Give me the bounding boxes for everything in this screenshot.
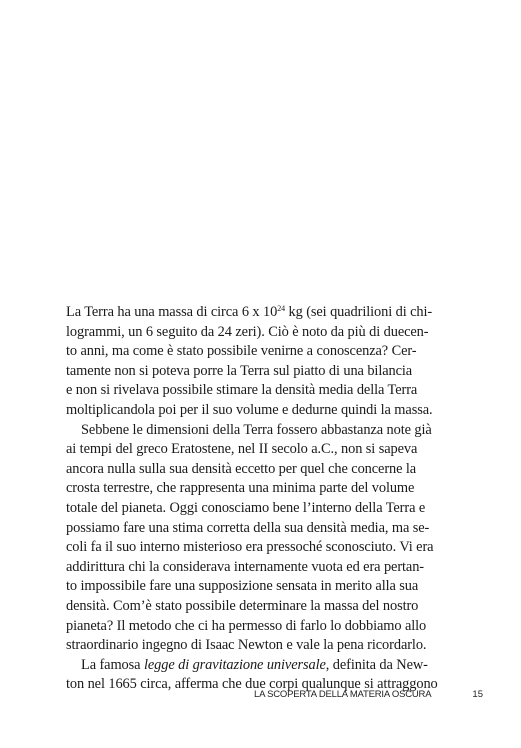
text-line: to impossibile fare una supposizione sensata in merito alla sua xyxy=(66,578,419,595)
text-line: densità. Com’è stato possibile determinare la massa del nostro xyxy=(66,597,419,614)
text-line: ai tempi del greco Eratostene, nel II secolo a.C., non si sapeva xyxy=(66,441,418,458)
running-head: LA SCOPERTA DELLA MATERIA OSCURA xyxy=(254,689,432,700)
text-line: ancora nulla sulla sua densità eccetto per quel che concerne la xyxy=(66,460,417,477)
text-line: addirittura chi la considerava internamente vuota ed era pertan- xyxy=(66,558,424,575)
text-line: ton nel 1665 circa, afferma che due corpi qualunque si attraggono xyxy=(66,676,438,693)
text-line: coli fa il suo interno misterioso era pressoché sconosciuto. Vi era xyxy=(66,539,434,556)
text-line: pianeta? Il metodo che ci ha permesso di farlo lo dobbiamo allo xyxy=(66,617,427,634)
text-line: e non si rivelava possibile stimare la densità media della Terra xyxy=(66,382,418,399)
emphasized-term: legge di gravitazione universale xyxy=(143,656,326,673)
page-number: 15 xyxy=(472,689,483,700)
text-line: possiamo fare una stima corretta della sua densità media, ma se- xyxy=(66,519,430,536)
exponent: 24 xyxy=(277,304,286,313)
text-line: straordinario ingegno di Isaac Newton e vale la pena ricordarlo. xyxy=(66,637,427,654)
text-line: to anni, ma come è stato possibile venirne a conoscenza? Cer- xyxy=(66,343,417,360)
text-line: La Terra ha una massa di circa 6 x $10^{24}$ kg (sei quadrilioni di chi- xyxy=(66,304,433,320)
paragraph xyxy=(66,421,434,656)
text-line: crosta terrestre, che rappresenta una minima parte del volume xyxy=(66,480,415,497)
text-line: logrammi, un 6 seguito da 24 zeri). Ciò è noto da più di duecen- xyxy=(66,323,429,340)
text-line: Sebbene le dimensioni della Terra fossero abbastanza note già xyxy=(81,421,432,438)
text-line: La famosa legge di gravitazione universale, definita da New- xyxy=(81,656,428,673)
text-line: tamente non si poteva porre la Terra sul piatto di una bilancia xyxy=(66,362,413,379)
paragraph xyxy=(66,303,433,421)
text-line: totale del pianeta. Oggi conosciamo bene l’interno della Terra e xyxy=(66,499,426,516)
text-line: moltiplicandola poi per il suo volume e dedurne quindi la massa. xyxy=(66,401,433,418)
page-footer xyxy=(254,688,494,702)
